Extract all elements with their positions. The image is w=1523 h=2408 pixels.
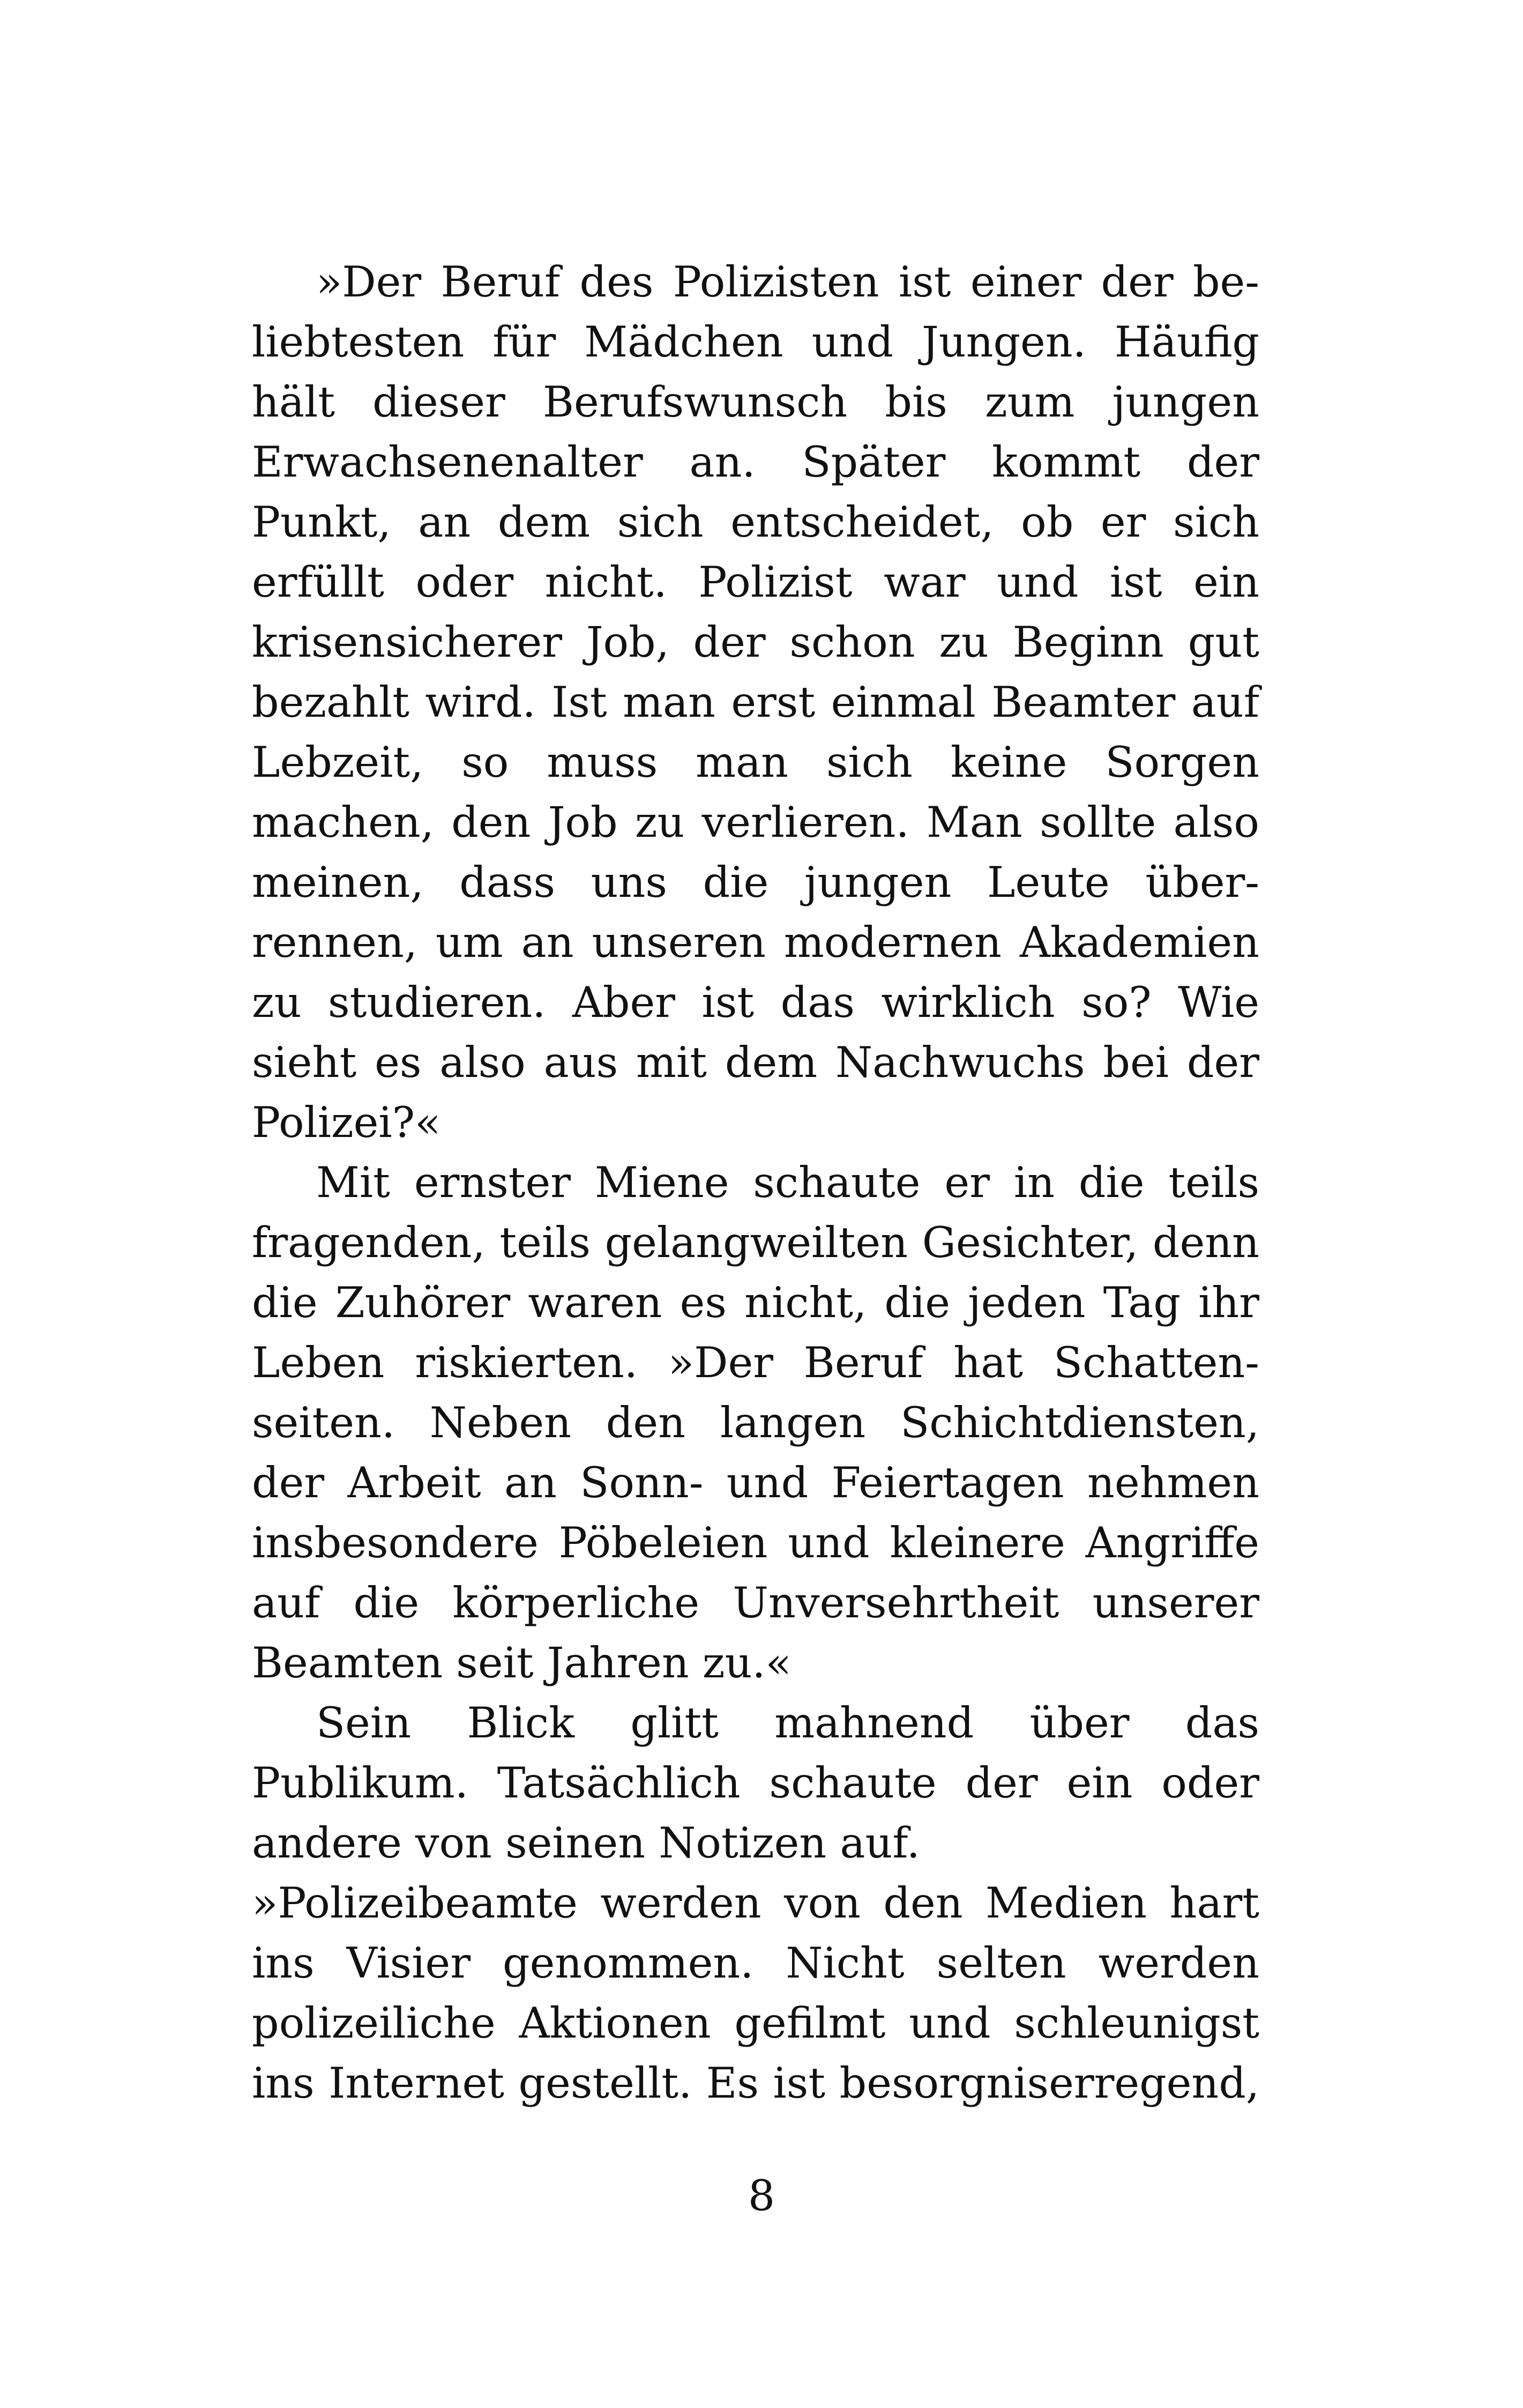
- text-line: seiten. Neben den langen Schichtdiensten,: [252, 1398, 1259, 1447]
- text-line: Beamten seit Jahren zu.«: [252, 1638, 792, 1688]
- text-line: die Zuhörer waren es nicht, die jeden Tag ihr: [252, 1278, 1259, 1327]
- text-line: rennen, um an unseren modernen Akademien: [252, 918, 1259, 967]
- text-line: insbesondere Pöbeleien und kleinere Angriffe: [252, 1518, 1259, 1567]
- text-line: Lebzeit, so muss man sich keine Sorgen: [252, 738, 1259, 787]
- text-line: zu studieren. Aber ist das wirklich so? Wie: [252, 978, 1259, 1027]
- page-number: 8: [748, 2171, 775, 2220]
- text-line: sieht es also aus mit dem Nachwuchs bei der: [252, 1038, 1259, 1087]
- text-line: fragenden, teils gelangweilten Gesichter, denn: [252, 1218, 1259, 1267]
- body-text: [252, 252, 1259, 2113]
- text-line: andere von seinen Notizen auf.: [252, 1818, 920, 1868]
- text-line: meinen, dass uns die jungen Leute über-: [252, 858, 1259, 907]
- text-line: machen, den Job zu verlieren. Man sollte also: [252, 798, 1259, 847]
- text-line: bezahlt wird. Ist man erst einmal Beamter auf: [252, 678, 1259, 727]
- text-line: Punkt, an dem sich entscheidet, ob er sich: [252, 497, 1259, 547]
- text-line: Sein Blick glitt mahnend über das: [316, 1698, 1259, 1748]
- text-line: auf die körperliche Unversehrtheit unserer: [252, 1578, 1259, 1627]
- text-line: erfüllt oder nicht. Polizist war und ist ein: [252, 558, 1259, 607]
- text-line: ins Visier genommen. Nicht selten werden: [252, 1938, 1259, 1988]
- text-line: hält dieser Berufswunsch bis zum jungen: [252, 377, 1259, 427]
- text-line: Mit ernster Miene schaute er in die teils: [316, 1158, 1259, 1207]
- text-line: polizeiliche Aktionen gefilmt und schleunigst: [252, 1998, 1259, 2048]
- text-line: Leben riskierten. »Der Beruf hat Schatten-: [252, 1338, 1259, 1387]
- text-line: Publikum. Tatsächlich schaute der ein oder: [252, 1758, 1259, 1808]
- text-line: »Polizeibeamte werden von den Medien hart: [252, 1878, 1259, 1928]
- text-line: liebtesten für Mädchen und Jungen. Häufig: [252, 317, 1259, 367]
- text-line: der Arbeit an Sonn- und Feiertagen nehmen: [252, 1458, 1259, 1507]
- text-line: Polizei?«: [252, 1098, 441, 1147]
- text-line: »Der Beruf des Polizisten ist einer der be-: [316, 257, 1259, 307]
- text-line: Erwachsenenalter an. Später kommt der: [252, 437, 1259, 487]
- text-line: krisensicherer Job, der schon zu Beginn gut: [252, 618, 1259, 667]
- text-line: ins Internet gestellt. Es ist besorgniserregend,: [252, 2058, 1259, 2108]
